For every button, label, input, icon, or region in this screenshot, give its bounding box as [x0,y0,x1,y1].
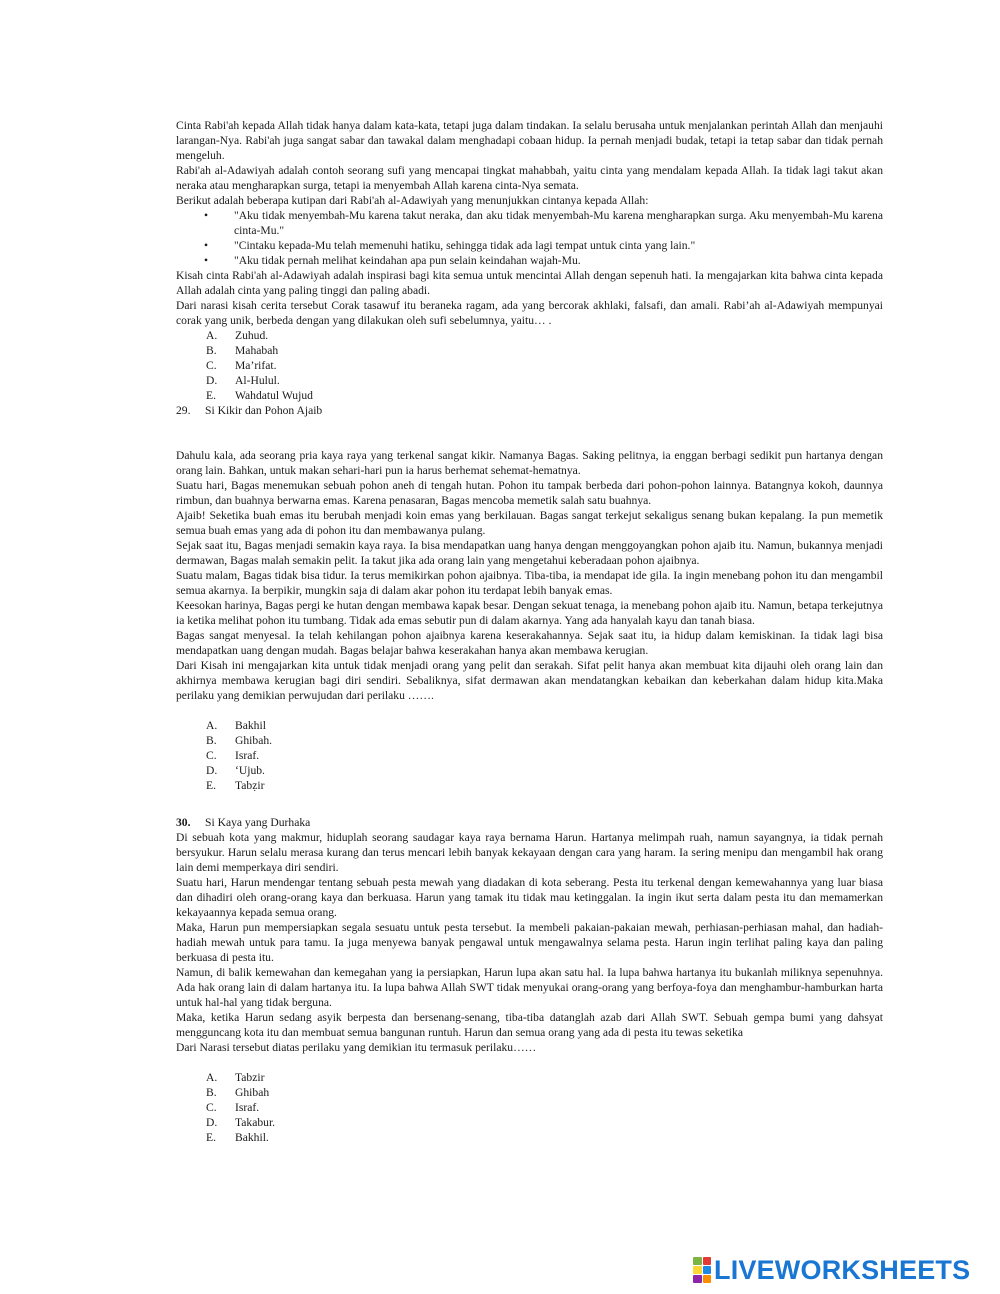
paragraph: Sejak saat itu, Bagas menjadi semakin kaya raya. Ia bisa mendapatkan uang hanya dengan menggoyangkan pohon ajaib itu. Namun, bukannya menjadi dermawan, Bagas malah semakin pelit. Ia takut jika ada orang lain yang mengetahui keberadaan pohon ajaibnya. [176,539,883,567]
quote-list [176,208,883,268]
quote-item: • "Aku tidak menyembah-Mu karena takut neraka, dan aku tidak menyembah-Mu karena mengharapkan surga. Aku menyembah-Mu karena cinta-Mu." [204,209,883,237]
brand-wordmark: LIVEWORKSHEETS [714,1254,971,1285]
paragraph: Cinta Rabi'ah kepada Allah tidak hanya dalam kata-kata, tetapi juga dalam tindakan. Ia selalu berusaha untuk menjalankan perintah Allah dan menjauhi larangan-Nya. Rabi'ah juga sangat sabar dan tawakal dalam menghadapi cobaan hidup. Ia pernah menjadi budak, tetapi ia tetap sabar dan tidak pernah mengeluh. [176,119,883,162]
paragraph: Suatu hari, Harun mendengar tentang sebuah pesta mewah yang diadakan di kota seberang. Pesta itu terkenal dengan kemewahannya yang luar biasa dan dihadiri oleh orang-orang kaya dan berkuasa. Harun yang tamak itu tidak mau ketinggalan. Ia ingin ikut serta dalam pesta itu dan memamerkan kekayaannya kepada semua orang. [176,876,883,919]
paragraph: Suatu malam, Bagas tidak bisa tidur. Ia terus memikirkan pohon ajaibnya. Tiba-tiba, ia mendapat ide gila. Ia ingin menebang pohon itu dan mengambil semua akarnya. Ia berpikir, mungkin saja di dalam akar pohon itu terdapat lebih banyak emas. [176,569,883,597]
q29-title: Si Kikir dan Pohon Ajaib [205,404,323,417]
bullet-icon: • [204,239,209,252]
answer-option[interactable]: B. Mahabah [206,344,279,357]
answer-option[interactable]: E. Tabẓir [206,779,265,792]
q30-options [176,1070,883,1145]
paragraph: Rabi'ah al-Adawiyah adalah contoh seorang sufi yang mencapai tingkat mahabbah, yaitu cinta yang mendalam kepada Allah. Ia tidak lagi takut akan neraka atau mengharapkan surga, tetapi ia menyembah Allah karena cinta-Nya semata. [176,164,883,192]
paragraph: Kisah cinta Rabi'ah al-Adawiyah adalah inspirasi bagi kita semua untuk mencintai Allah dengan sepenuh hati. Ia mengajarkan kita bahwa cinta kepada Allah adalah cinta yang paling tinggi dan paling abadi. [176,269,883,297]
answer-option[interactable]: C. Israf. [206,749,260,762]
q30-title: Si Kaya yang Durhaka [205,816,311,829]
q29-heading: 29. Si Kikir dan Pohon Ajaib [176,404,323,417]
worksheet-document [176,118,883,1145]
answer-option[interactable]: D. Al-Hulul. [206,374,280,387]
paragraph: Berikut adalah beberapa kutipan dari Rabi'ah al-Adawiyah yang menunjukkan cintanya kepada Allah: [176,194,649,207]
bullet-icon: • [204,254,209,267]
paragraph: Namun, di balik kemewahan dan kemegahan yang ia persiapkan, Harun lupa akan satu hal. Ia lupa bahwa hartanya itu bukanlah miliknya sepenuhnya. Ada hak orang lain di dalam hartanya itu. Ia lupa bahwa Allah SWT tidak menyukai orang-orang yang berfoya-foya dan menghambur-hamburkan harta untuk hal-hal yang tidak berguna. [176,966,883,1009]
paragraph: Di sebuah kota yang makmur, hiduplah seorang saudagar kaya raya bernama Harun. Hartanya melimpah ruah, namun sayangnya, ia tidak pernah bersyukur. Harun selalu merasa kurang dan terus mencari lebih banyak kekayaan dengan cara yang haram. Ia sering menipu dan mengambil hak orang lain demi memperkaya diri sendiri. [176,831,883,874]
answer-option[interactable]: B. Ghibah [206,1086,270,1099]
paragraph: Suatu hari, Bagas menemukan sebuah pohon aneh di tengah hutan. Pohon itu tampak berbeda dari pohon-pohon lainnya. Batangnya kokoh, daunnya rimbun, dan buahnya berwarna emas. Karena penasaran, Bagas mencoba memetik salah satu buahnya. [176,479,883,507]
paragraph: Ajaib! Seketika buah emas itu berubah menjadi koin emas yang berkilauan. Bagas sangat terkejut sekaligus senang bukan kepalang. Ia pun memetik semua buah emas yang ada di pohon itu dan membawanya pulang. [176,509,883,537]
answer-option[interactable]: C. Israf. [206,1101,260,1114]
quote-item: • "Aku tidak pernah melihat keindahan apa pun selain keindahan wajah-Mu. [204,254,581,267]
quote-item: • "Cintaku kepada-Mu telah memenuhi hatiku, sehingga tidak ada lagi tempat untuk cinta yang lain." [204,239,696,252]
paragraph: Dahulu kala, ada seorang pria kaya raya yang terkenal sangat kikir. Namanya Bagas. Saking pelitnya, ia enggan berbagi sedikit pun hartanya dengan orang lain. Bahkan, untuk makan sehari-hari pun ia harus berhemat sehemat-hematnya. [176,449,883,477]
answer-option[interactable]: E. Bakhil. [206,1131,269,1144]
answer-option[interactable]: C. Ma’rifat. [206,359,277,372]
answer-option[interactable]: A. Zuhud. [206,329,269,342]
paragraph: Keesokan harinya, Bagas pergi ke hutan dengan membawa kapak besar. Dengan sekuat tenaga, ia menebang pohon ajaib itu. Namun, betapa terkejutnya ia ketika melihat pohon itu tumbang. Tidak ada emas sebutir pun di dalam akarnya. Yang ada hanyalah kayu dan tanah biasa. [176,599,883,627]
paragraph: Maka, Harun pun mempersiapkan segala sesuatu untuk pesta tersebut. Ia membeli pakaian-pakaian mewah, perhiasan-perhiasan mahal, dan hadiah-hadiah mewah untuk para tamu. Ia juga menyewa banyak pengawal untuk mengawalnya selama pesta. Harun ingin terlihat paling kaya dan paling berkuasa di pesta itu. [176,921,883,964]
q28-options [176,328,883,403]
paragraph: Bagas sangat menyesal. Ia telah kehilangan pohon ajaibnya karena keserakahannya. Sejak saat itu, ia hidup dalam kemiskinan. Ia tidak lagi bisa mendapatkan uang dengan mudah. Bagas belajar bahwa keserakahan hanya akan membawa kerugian. [176,629,883,657]
answer-option[interactable]: D. ‘Ujub. [206,764,265,777]
liveworksheets-logo-icon [693,1257,711,1283]
liveworksheets-brand[interactable] [693,1256,970,1284]
answer-option[interactable]: A. Tabzir [206,1071,265,1084]
q29-options [176,718,883,793]
bullet-icon: • [204,209,209,222]
paragraph: Maka, ketika Harun sedang asyik berpesta dan bersenang-senang, tiba-tiba datanglah azab dari Allah SWT. Sebuah gempa bumi yang dahsyat mengguncang kota itu dan membuat semua bangunan runtuh. Harun dan semua orang yang ada di pesta itu tewas seketika [176,1011,883,1039]
question-prompt: Dari narasi kisah cerita tersebut Corak tasawuf itu beraneka ragam, ada yang bercorak akhlaki, falsafi, dan amali. Rabi’ah al-Adawiyah mempunyai corak yang unik, berbeda dengan yang dilakukan oleh sufi sebelumnya, yaitu… . [176,299,883,327]
q30-heading: 30. Si Kaya yang Durhaka [176,816,311,829]
question-prompt: Dari Narasi tersebut diatas perilaku yang demikian itu termasuk perilaku…… [176,1041,537,1054]
question-prompt: Dari Kisah ini mengajarkan kita untuk tidak menjadi orang yang pelit dan serakah. Sifat pelit hanya akan membuat kita dijauhi oleh orang lain dan akhirnya membawa kerugian bagi diri sendiri. Sebaliknya, sifat dermawan akan mendatangkan kebaikan dan keberkahan dalam hidup kita.Maka perilaku yang demikian perwujudan dari perilaku ……. [176,659,883,702]
answer-option[interactable]: D. Takabur. [206,1116,276,1129]
answer-option[interactable]: B. Ghibah. [206,734,273,747]
answer-option[interactable]: A. Bakhil [206,719,266,732]
answer-option[interactable]: E. Wahdatul Wujud [206,389,313,402]
